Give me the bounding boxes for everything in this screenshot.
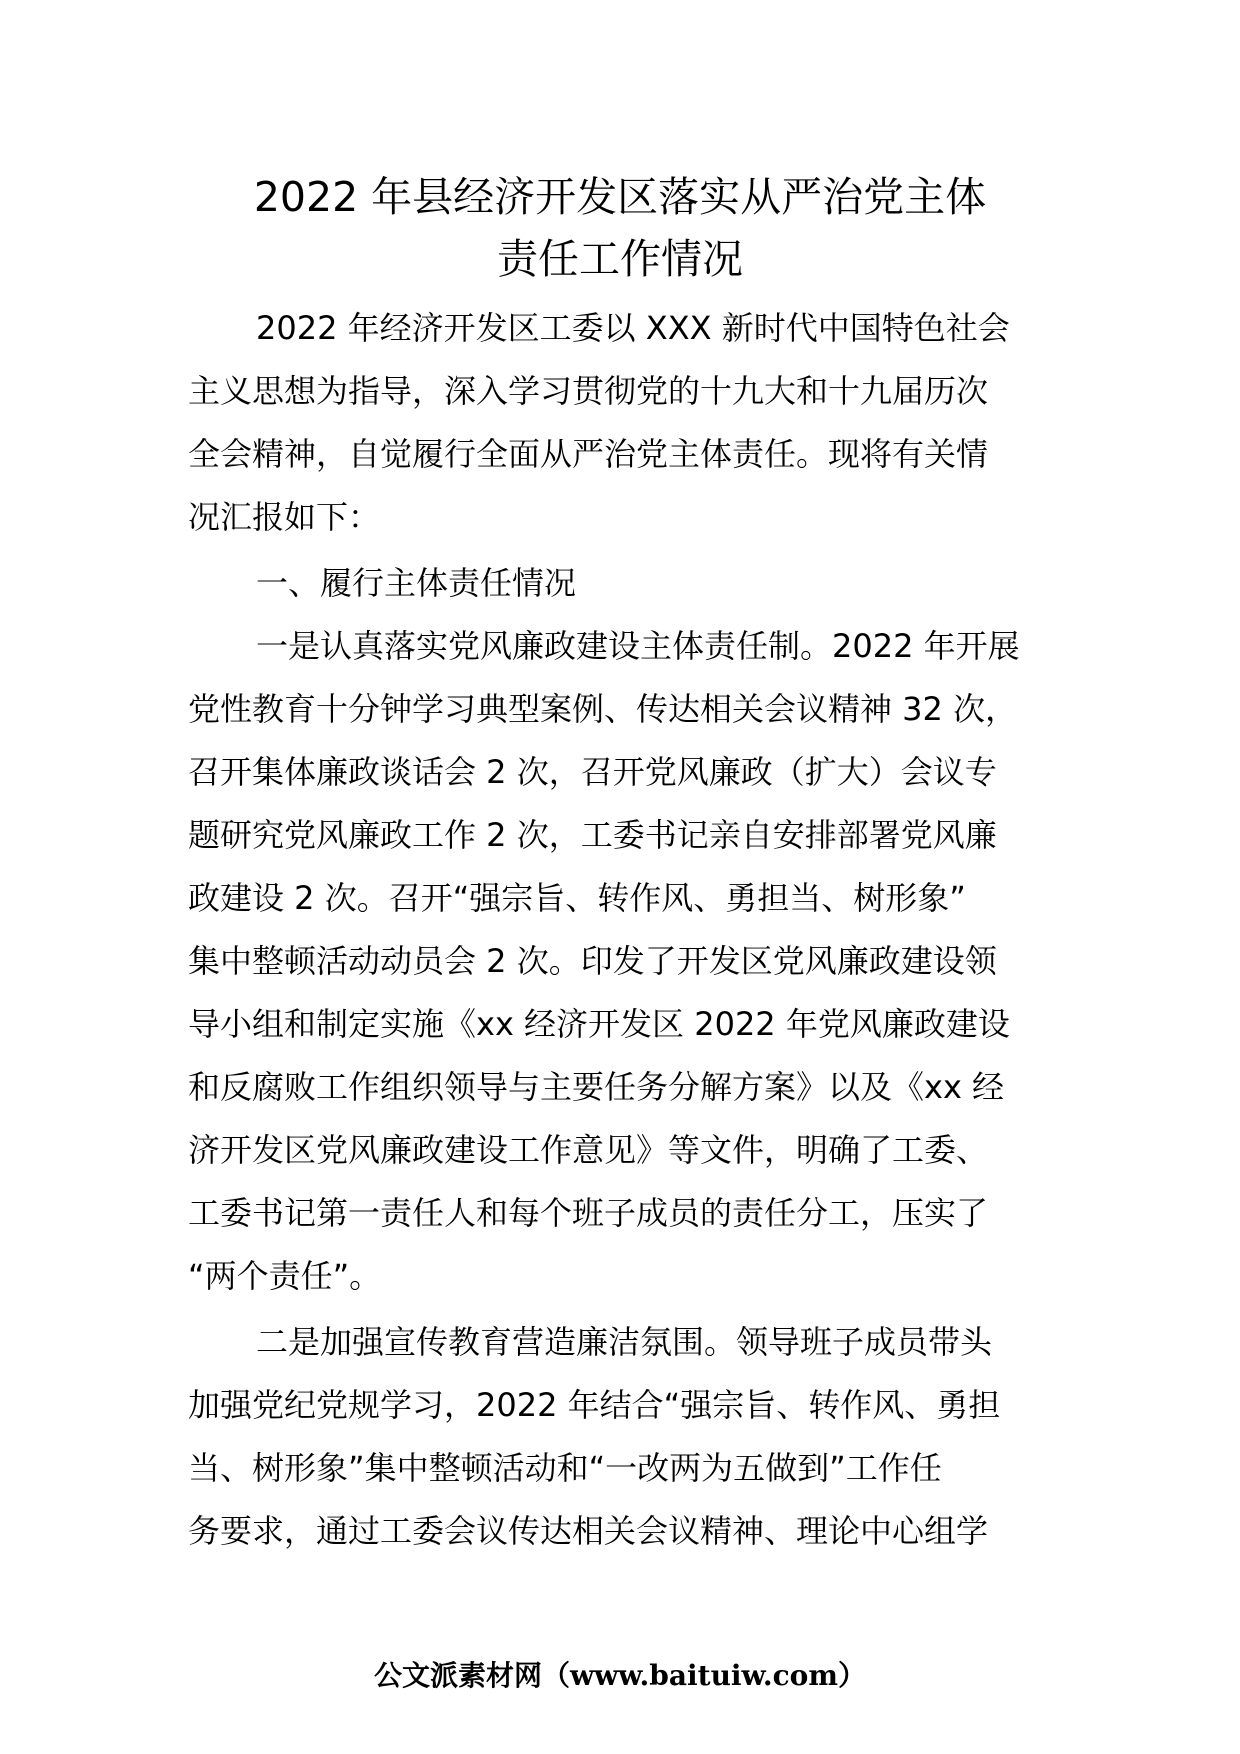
body-line: 二是加强宣传教育营造廉洁氛围。领导班子成员带头 <box>256 1323 993 1361</box>
body-line: 和反腐败工作组织领导与主要任务分解方案》以及《xx 经 <box>188 1068 1005 1106</box>
body-line: 全会精神，自觉履行全面从严治党主体责任。现将有关情 <box>188 435 989 473</box>
footer-watermark: 公文派素材网（www.baituiw.com） <box>374 1659 866 1692</box>
body-line: 政建设 2 次。召开“强宗旨、转作风、勇担当、树形象” <box>188 879 966 917</box>
body-line: 主义思想为指导，深入学习贯彻党的十九大和十九届历次 <box>188 372 989 410</box>
document-title-line-2: 责任工作情况 <box>497 235 743 283</box>
body-line: “两个责任”。 <box>188 1257 382 1295</box>
document-title-line-1: 2022 年县经济开发区落实从严治党主体 <box>253 173 987 221</box>
body-line: 2022 年经济开发区工委以 XXX 新时代中国特色社会 <box>256 309 1010 347</box>
body-line: 务要求，通过工委会议传达相关会议精神、理论中心组学 <box>188 1512 989 1550</box>
document-body <box>188 297 1058 1563</box>
body-line: 题研究党风廉政工作 2 次，工委书记亲自安排部署党风廉 <box>188 816 997 854</box>
body-line: 况汇报如下： <box>188 498 381 536</box>
body-line: 一是认真落实党风廉政建设主体责任制。2022 年开展 <box>256 627 1020 665</box>
body-line: 济开发区党风廉政建设工作意见》等文件，明确了工委、 <box>188 1131 989 1169</box>
body-line: 一、履行主体责任情况 <box>256 564 577 602</box>
body-line: 加强党纪党规学习，2022 年结合“强宗旨、转作风、勇担 <box>188 1386 1001 1424</box>
body-line: 当、树形象”集中整顿活动和“一改两为五做到”工作任 <box>188 1449 942 1487</box>
body-line: 召开集体廉政谈话会 2 次，召开党风廉政（扩大）会议专 <box>188 753 997 791</box>
body-line: 集中整顿活动动员会 2 次。印发了开发区党风廉政建设领 <box>188 942 997 980</box>
body-line: 导小组和制定实施《xx 经济开发区 2022 年党风廉政建设 <box>188 1005 1010 1043</box>
body-line: 工委书记第一责任人和每个班子成员的责任分工，压实了 <box>188 1194 989 1232</box>
body-line: 党性教育十分钟学习典型案例、传达相关会议精神 32 次， <box>188 690 1018 728</box>
